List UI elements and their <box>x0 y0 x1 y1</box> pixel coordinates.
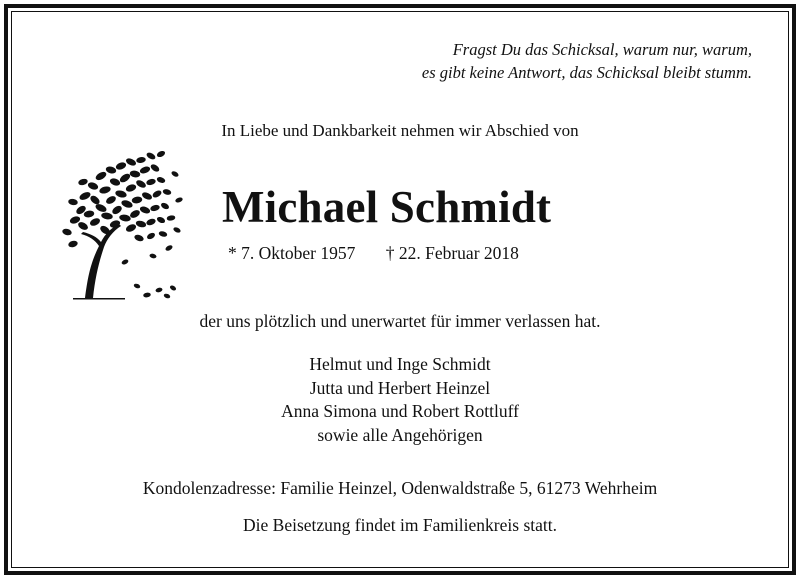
quote-line-1: Fragst Du das Schicksal, warum nur, warum, <box>452 40 752 59</box>
funeral-note: Die Beisetzung findet im Familienkreis statt. <box>243 515 557 535</box>
quote <box>422 38 752 84</box>
condolence-address: Kondolenzadresse: Familie Heinzel, Odenwaldstraße 5, 61273 Wehrheim <box>142 478 658 498</box>
mourner: Helmut und Inge Schmidt <box>309 354 491 374</box>
life-dates <box>228 243 519 264</box>
death-date: † 22. Februar 2018 <box>385 243 519 263</box>
departure-text: der uns plötzlich und unerwartet für immer verlassen hat. <box>199 311 601 331</box>
mourner: sowie alle Angehörigen <box>317 424 483 445</box>
mourner: Jutta und Herbert Heinzel <box>309 377 491 398</box>
birth-date: * 7. Oktober 1957 <box>228 243 356 263</box>
windblown-tree-icon <box>55 150 190 300</box>
deceased-name: Michael Schmidt <box>222 182 552 232</box>
intro-text: In Liebe und Dankbarkeit nehmen wir Abschied von <box>221 121 579 140</box>
quote-line-2: es gibt keine Antwort, das Schicksal bleibt stumm. <box>421 63 752 82</box>
mourner: Anna Simona und Robert Rottluff <box>281 401 519 421</box>
mourners-list <box>0 353 800 447</box>
